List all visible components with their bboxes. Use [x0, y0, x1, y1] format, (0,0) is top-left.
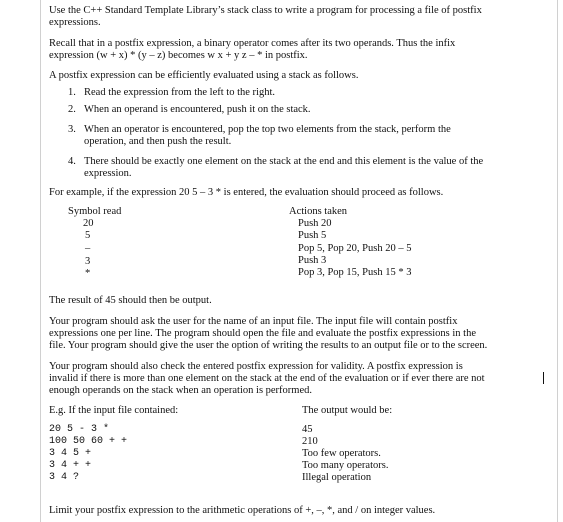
- step-3-text-1: When an operator is encountered, pop the top two elements from the stack, perform the: [84, 124, 451, 135]
- recall-line-2: expression (w + x) * (y – z) becomes w x + y z – * in postfix.: [49, 50, 308, 61]
- step-1-text: Read the expression from the left to the right.: [84, 87, 275, 98]
- step-2-text: When an operand is encountered, push it on the stack.: [84, 104, 311, 115]
- trace-symbol: *: [85, 268, 91, 279]
- text-cursor: [543, 372, 544, 384]
- symbol-read-header: Symbol read: [68, 206, 122, 217]
- result-line: The result of 45 should then be output.: [49, 295, 212, 306]
- trace-action: Push 5: [298, 230, 327, 241]
- step-2-number: 2.: [68, 104, 76, 115]
- step-4-text-1: There should be exactly one element on the stack at the end and this element is the value of the: [84, 156, 484, 167]
- actions-taken-header: Actions taken: [289, 206, 348, 217]
- trace-symbol: 3: [85, 256, 91, 267]
- output-value: Too few operators.: [302, 448, 381, 459]
- trace-symbol: –: [85, 243, 91, 254]
- output-value: 210: [302, 436, 318, 447]
- step-3-text-2: operation, and then push the result.: [84, 136, 232, 147]
- program-line-3: file. Your program should give the user the option of writing the results to an output file or to the screen.: [49, 340, 488, 351]
- output-value: Illegal operation: [302, 472, 372, 483]
- trace-symbol: 5: [85, 230, 91, 241]
- output-header: The output would be:: [302, 405, 393, 416]
- example-intro: For example, if the expression 20 5 – 3 * is entered, the evaluation should proceed as follows.: [49, 187, 444, 198]
- input-expression: 20 5 - 3 *: [49, 424, 110, 435]
- input-expression: 3 4 5 +: [49, 448, 92, 459]
- recall-line-1: Recall that in a postfix expression, a binary operator comes after its two operands. Thus the infix: [49, 38, 456, 49]
- input-expression: 100 50 60 + +: [49, 436, 128, 447]
- step-4-text-2: expression.: [84, 168, 132, 179]
- intro-line-1: Use the C++ Standard Template Library’s stack class to write a program for processing a file of postfix: [49, 5, 482, 16]
- program-line-1: Your program should ask the user for the name of an input file. The input file will contain postfix: [49, 316, 458, 327]
- step-1-number: 1.: [68, 87, 76, 98]
- footer-line: Limit your postfix expression to the arithmetic operations of +, –, *, and / on integer values.: [49, 505, 436, 516]
- page-right-edge: [557, 0, 558, 522]
- trace-action: Pop 5, Pop 20, Push 20 – 5: [298, 243, 412, 254]
- input-file-header: E.g. If the input file contained:: [49, 405, 179, 416]
- intro-line-2: expressions.: [49, 17, 101, 28]
- algorithm-intro: A postfix expression can be efficiently evaluated using a stack as follows.: [49, 70, 359, 81]
- validity-line-3: enough operands on the stack when an operation is performed.: [49, 385, 313, 396]
- input-expression: 3 4 + +: [49, 460, 92, 471]
- page-left-edge: [40, 0, 41, 522]
- trace-action: Push 20: [298, 218, 332, 229]
- trace-action: Push 3: [298, 255, 327, 266]
- step-4-number: 4.: [68, 156, 76, 167]
- trace-symbol: 20: [83, 218, 94, 229]
- input-expression: 3 4 ?: [49, 472, 80, 483]
- program-line-2: expressions one per line. The program should open the file and evaluate the postfix expressions in the: [49, 328, 476, 339]
- output-value: Too many operators.: [302, 460, 389, 471]
- step-3-number: 3.: [68, 124, 76, 135]
- validity-line-1: Your program should also check the entered postfix expression for validity. A postfix expression is: [49, 361, 463, 372]
- trace-action: Pop 3, Pop 15, Push 15 * 3: [298, 267, 412, 278]
- output-value: 45: [302, 424, 313, 435]
- validity-line-2: invalid if there is more than one element on the stack at the end of the evaluation or if ever there are not: [49, 373, 485, 384]
